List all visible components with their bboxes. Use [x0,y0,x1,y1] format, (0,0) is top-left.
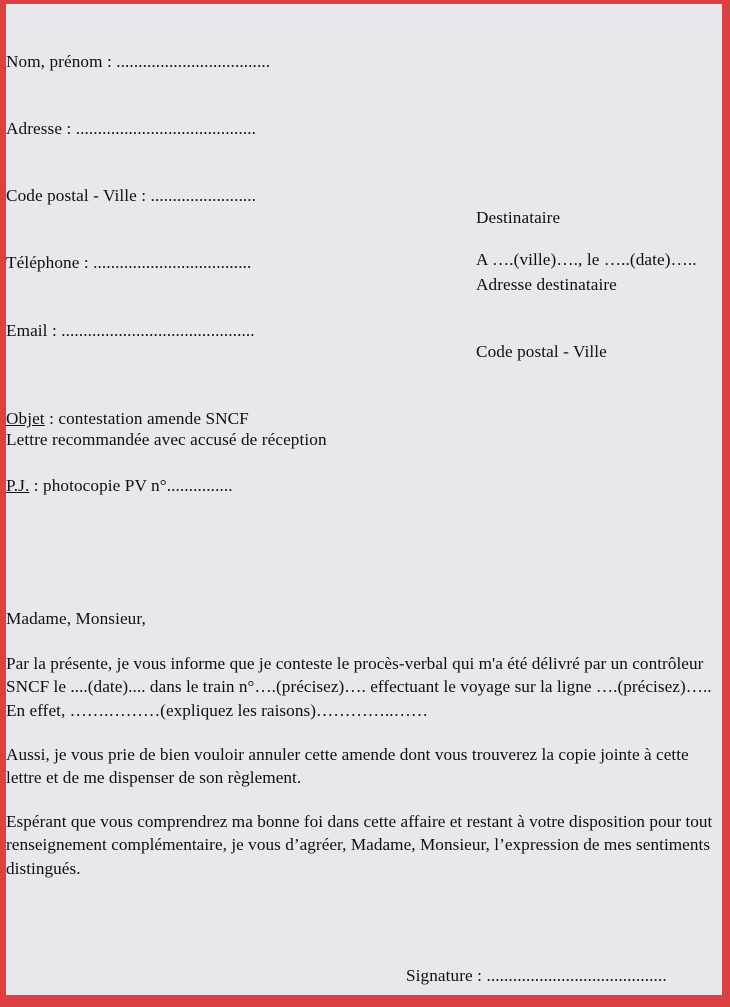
letter-sheet [2,4,722,995]
objet-line [6,408,249,430]
objet-text: : contestation amende SNCF [44,408,249,428]
pj-text: : photocopie PV n°............... [29,476,233,496]
objet-label: Objet [6,408,45,428]
signature-line: Signature : ......................................... [406,966,667,985]
subject-block [6,363,249,542]
pj-label: P.J. [6,476,30,496]
recipient-address-line: Adresse destinataire [476,275,617,295]
sender-name-line: Nom, prénom : ................................... [6,51,271,71]
body-paragraph-1: Par la présente, je vous informe que je conteste le procès-verbal qui m'a été délivré par un contrôleur SNCF le ....(date).... dans le train n°….(précisez)…. effectuant le voyage sur la ligne ….(précisez)….. En effet, …….………(expliquez les raisons)…………..…… [6,654,717,720]
recipient-address-block [476,162,617,408]
sender-postal-city-line: Code postal - Ville : ........................ [6,186,257,206]
pj-line [6,475,249,497]
sender-email-line: Email : ............................................ [6,320,255,340]
recipient-name-line: Destinataire [476,207,561,227]
recipient-postal-city-line: Code postal - Ville [476,342,607,362]
sender-identity-block [6,6,270,387]
sender-address-line: Adresse : ......................................... [6,119,257,139]
body-paragraph-3: Espérant que vous comprendrez ma bonne foi dans cette affaire et restant à votre disposition pour tout renseignement complémentaire, je vous d’agréer, Madame, Monsieur, l’expression de mes sentiments distingués. [6,812,717,878]
place-and-date-line: A ….(ville)…., le …..(date)….. [476,250,697,269]
body-paragraph-2: Aussi, je vous prie de bien vouloir annuler cette amende dont vous trouverez la copie jointe à cette lettre et de me dispenser de son règlement. [6,745,694,788]
registered-mail-notice: Lettre recommandée avec accusé de réception [6,430,327,449]
salutation-line: Madame, Monsieur, [6,609,146,628]
sender-phone-line: Téléphone : .................................... [6,253,252,273]
